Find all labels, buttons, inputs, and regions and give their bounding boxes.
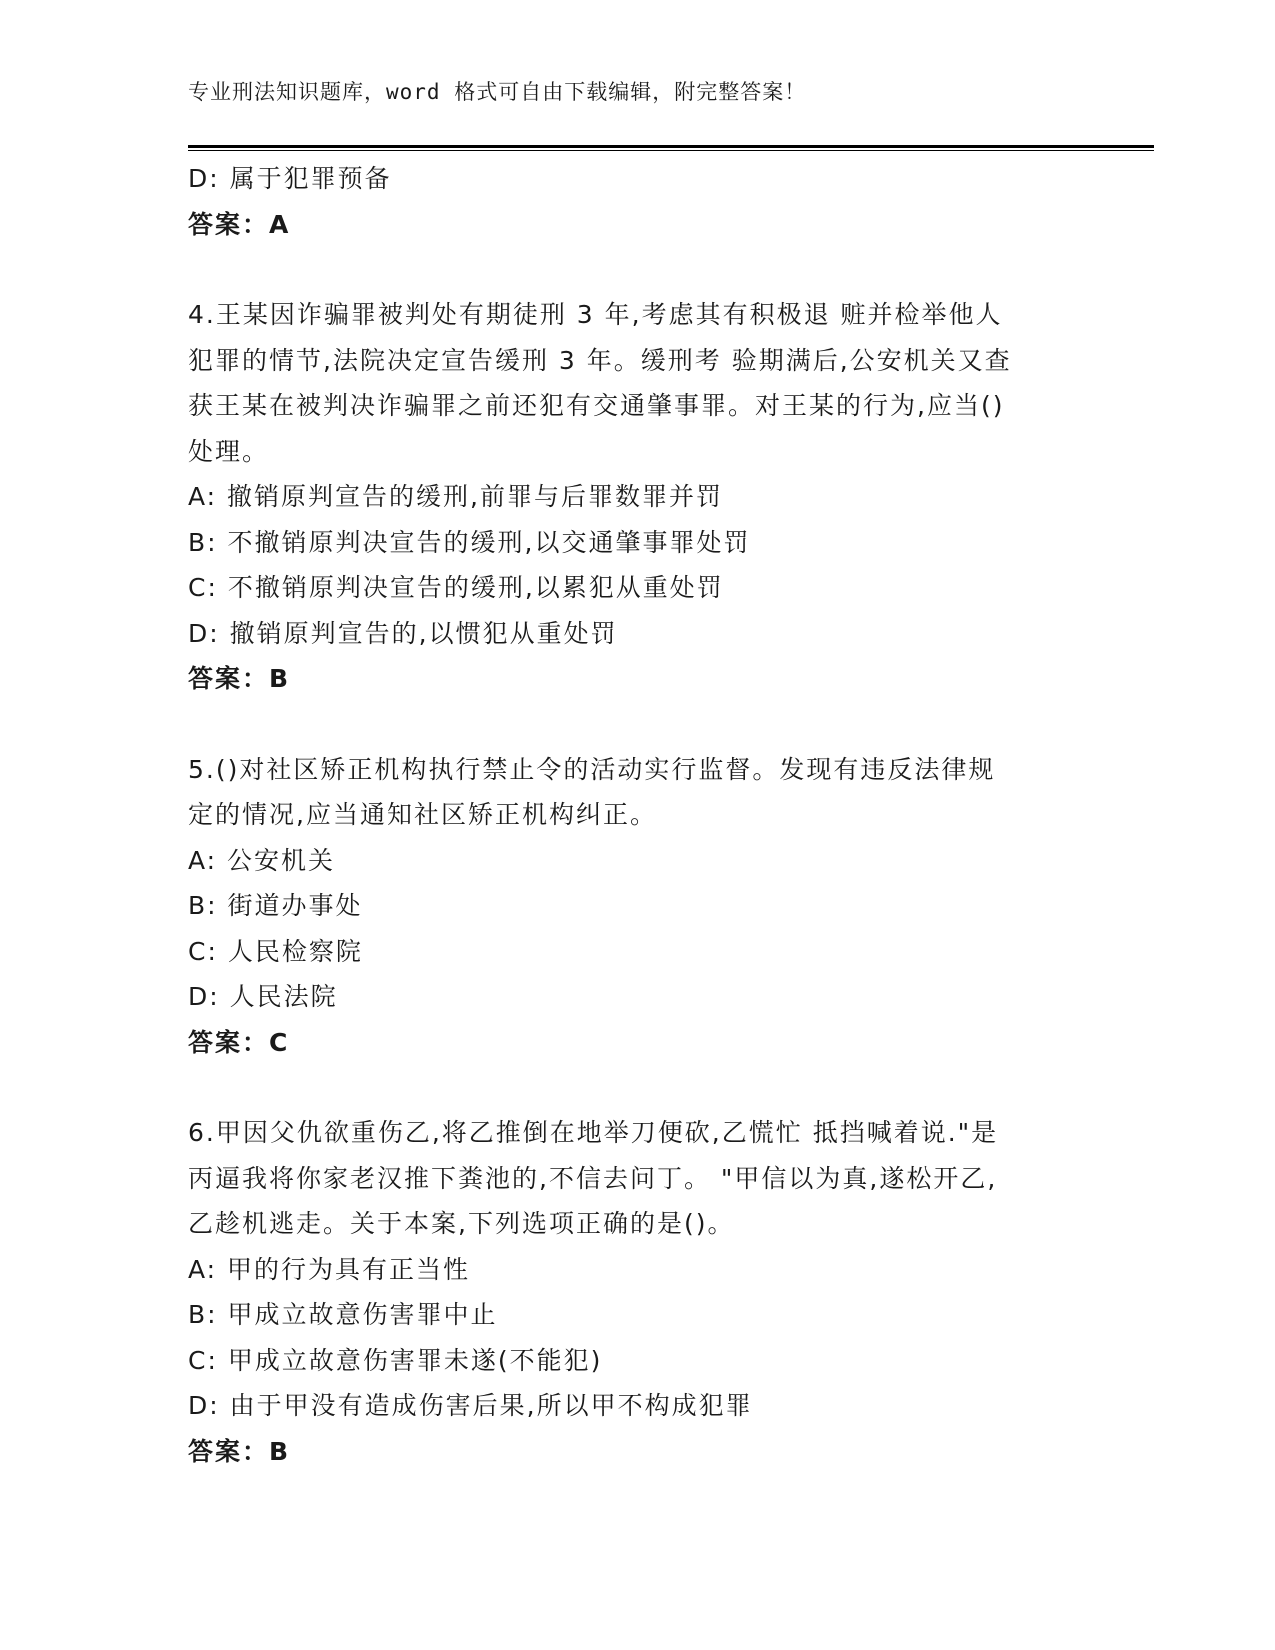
option-c: C: 甲成立故意伤害罪未遂(不能犯) <box>188 1345 603 1375</box>
page-header: 专业刑法知识题库，word 格式可自由下载编辑，附完整答案！ <box>188 80 807 104</box>
header-divider-thin <box>188 150 1154 151</box>
header-divider-thick <box>188 145 1154 148</box>
option-a: A: 甲的行为具有正当性 <box>188 1254 471 1284</box>
answer: 答案：A <box>188 209 291 239</box>
option-d: D: 属于犯罪预备 <box>188 164 392 193</box>
answer: 答案：B <box>188 664 291 693</box>
question-5 <box>188 747 1088 1066</box>
question-text-line: 定的情况,应当通知社区矫正机构纠正。 <box>188 800 657 829</box>
answer: 答案：B <box>188 1436 291 1466</box>
option-b: B: 甲成立故意伤害罪中止 <box>188 1300 498 1329</box>
option-c: C: 人民检察院 <box>188 936 363 966</box>
option-d: D: 撤销原判宣告的,以惯犯从重处罚 <box>188 618 618 648</box>
option-c: C: 不撤销原判决宣告的缓刑,以累犯从重处罚 <box>188 573 724 602</box>
question-text-line: 6.甲因父仇欲重伤乙,将乙推倒在地举刀便砍,乙慌忙 抵挡喊着说."是 <box>188 1118 999 1147</box>
option-d: D: 由于甲没有造成伤害后果,所以甲不构成犯罪 <box>188 1391 753 1420</box>
document-body <box>188 156 1088 1474</box>
question-text-line: 获王某在被判决诈骗罪之前还犯有交通肇事罪。对王某的行为,应当() <box>188 391 1005 420</box>
question-6 <box>188 1110 1088 1474</box>
question-text-line: 4.王某因诈骗罪被判处有期徒刑 3 年,考虑其有积极退 赃并检举他人 <box>188 300 1003 329</box>
option-b: B: 街道办事处 <box>188 891 363 920</box>
option-b: B: 不撤销原判决宣告的缓刑,以交通肇事罪处罚 <box>188 527 751 557</box>
option-a: A: 撤销原判宣告的缓刑,前罪与后罪数罪并罚 <box>188 482 723 511</box>
answer: 答案：C <box>188 1027 290 1057</box>
previous-question-tail <box>188 156 1088 247</box>
option-d: D: 人民法院 <box>188 982 338 1011</box>
question-text-line: 5.()对社区矫正机构执行禁止令的活动实行监督。发现有违反法律规 <box>188 754 996 784</box>
question-text-line: 乙趁机逃走。关于本案,下列选项正确的是()。 <box>188 1209 735 1238</box>
option-a: A: 公安机关 <box>188 845 336 875</box>
question-4 <box>188 292 1088 702</box>
question-text-line: 犯罪的情节,法院决定宣告缓刑 3 年。缓刑考 验期满后,公安机关又查 <box>188 345 1012 375</box>
question-text-line: 丙逼我将你家老汉推下粪池的,不信去问丁。 "甲信以为真,遂松开乙, <box>188 1163 998 1193</box>
question-text-line: 处理。 <box>188 436 270 466</box>
